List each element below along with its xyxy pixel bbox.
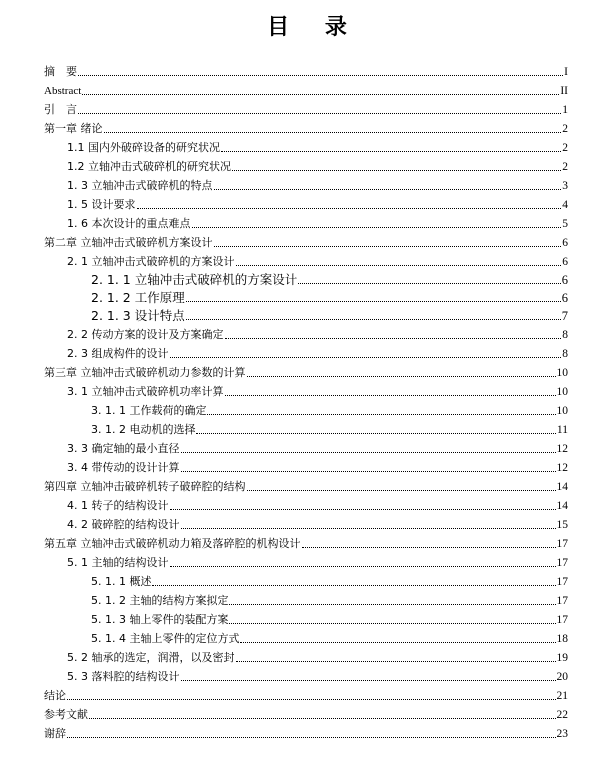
toc-entry-page: 23 [556, 728, 568, 740]
leader-dots [186, 319, 561, 320]
toc-entry-label: 2. 1 立轴冲击式破碎机的方案设计 [67, 255, 235, 268]
toc-entry-label: 谢辞 [44, 727, 66, 740]
toc-entry-2-2[interactable] [44, 328, 568, 342]
toc-entry-chapter-4[interactable] [44, 480, 568, 494]
toc-entry-page: 17 [556, 538, 568, 550]
toc-entry-4-1[interactable] [44, 499, 568, 513]
leader-dots [67, 699, 556, 700]
toc-entry-page: 11 [556, 424, 568, 436]
toc-entry-page: 2 [562, 161, 568, 173]
leader-dots [232, 170, 561, 171]
toc-entry-page: 21 [556, 690, 568, 702]
toc-entry-label: 5. 1. 2 主轴的结构方案拟定 [91, 594, 229, 607]
toc-entry-label: 3. 1. 1 工作载荷的确定 [91, 404, 207, 417]
leader-dots [225, 338, 562, 339]
toc-entry-label: 1.1 国内外破碎设备的研究状况 [67, 141, 220, 154]
toc-entry-3-1[interactable] [44, 385, 568, 399]
leader-dots [78, 113, 561, 114]
toc-entry-label: 3. 1 立轴冲击式破碎机功率计算 [67, 385, 224, 398]
toc-entry-2-1[interactable] [44, 255, 568, 269]
leader-dots [207, 414, 555, 415]
table-of-contents [44, 65, 568, 741]
toc-entry-5-1[interactable] [44, 556, 568, 570]
toc-entry-label: 5. 1. 3 轴上零件的装配方案 [91, 613, 229, 626]
toc-entry-page: 6 [561, 273, 568, 287]
toc-entry-label: 2. 1. 3 设计特点 [91, 308, 185, 323]
toc-entry-label: 摘 要 [44, 65, 77, 78]
leader-dots [89, 718, 556, 719]
toc-entry-label: 参考文献 [44, 708, 88, 721]
toc-entry-label: 1.2 立轴冲击式破碎机的研究状况 [67, 160, 231, 173]
leader-dots [82, 94, 559, 95]
toc-entry-5-3[interactable] [44, 670, 568, 684]
toc-entry-label: 3. 1. 2 电动机的选择 [91, 423, 196, 436]
toc-entry-2-1-1[interactable] [44, 273, 568, 287]
leader-dots [137, 208, 562, 209]
toc-entry-introduction[interactable] [44, 103, 568, 117]
leader-dots [170, 357, 562, 358]
toc-entry-label: 2. 1. 2 工作原理 [91, 290, 185, 305]
toc-entry-1-5[interactable] [44, 198, 568, 212]
leader-dots [67, 737, 556, 738]
toc-entry-5-2[interactable] [44, 651, 568, 665]
toc-entry-1-3[interactable] [44, 179, 568, 193]
leader-dots [181, 471, 556, 472]
toc-entry-3-1-1[interactable] [44, 404, 568, 418]
toc-entry-label: 1. 3 立轴冲击式破碎机的特点 [67, 179, 213, 192]
toc-entry-page: 12 [556, 443, 568, 455]
toc-entry-page: 6 [561, 291, 568, 305]
toc-entry-page: 2 [562, 123, 568, 135]
leader-dots [229, 623, 555, 624]
leader-dots [181, 680, 556, 681]
toc-entry-page: 12 [556, 462, 568, 474]
toc-entry-1-1[interactable] [44, 141, 568, 155]
toc-entry-page: 1 [562, 104, 568, 116]
leader-dots [214, 246, 562, 247]
toc-entry-page: 15 [556, 519, 568, 531]
toc-entry-label: 5. 3 落料腔的结构设计 [67, 670, 180, 683]
leader-dots [221, 151, 561, 152]
toc-entry-page: 8 [562, 348, 568, 360]
leader-dots [104, 132, 562, 133]
leader-dots [214, 189, 562, 190]
toc-entry-label: 4. 2 破碎腔的结构设计 [67, 518, 180, 531]
toc-entry-page: 10 [556, 405, 568, 417]
leader-dots [152, 585, 555, 586]
toc-entry-page: 14 [556, 500, 568, 512]
toc-entry-page: 3 [562, 180, 568, 192]
toc-entry-label: 第四章 立轴冲击破碎机转子破碎腔的结构 [44, 480, 246, 493]
toc-entry-label: 2. 2 传动方案的设计及方案确定 [67, 328, 224, 341]
toc-entry-references[interactable] [44, 708, 568, 722]
toc-entry-chapter-5[interactable] [44, 537, 568, 551]
toc-entry-page: 19 [556, 652, 568, 664]
toc-entry-page: 7 [561, 309, 568, 323]
leader-dots [186, 301, 561, 302]
toc-entry-2-1-2[interactable] [44, 291, 568, 305]
toc-entry-5-1-1[interactable] [44, 575, 568, 589]
leader-dots [236, 265, 562, 266]
toc-entry-conclusion[interactable] [44, 689, 568, 703]
toc-entry-page: 17 [556, 576, 568, 588]
toc-entry-label: 第五章 立轴冲击式破碎机动力箱及落碎腔的机构设计 [44, 537, 301, 550]
toc-entry-label: 2. 3 组成构件的设计 [67, 347, 169, 360]
leader-dots [236, 661, 556, 662]
toc-entry-page: 17 [556, 595, 568, 607]
toc-entry-page: 22 [556, 709, 568, 721]
leader-dots [247, 376, 556, 377]
toc-entry-page: 8 [562, 329, 568, 341]
toc-entry-2-1-3[interactable] [44, 309, 568, 323]
toc-entry-page: 14 [556, 481, 568, 493]
toc-entry-page: 6 [562, 256, 568, 268]
leader-dots [196, 433, 555, 434]
toc-entry-label: 结论 [44, 689, 66, 702]
leader-dots [192, 227, 562, 228]
toc-entry-page: 10 [556, 367, 568, 379]
toc-entry-acknowledgements[interactable] [44, 727, 568, 741]
toc-entry-label: 1. 5 设计要求 [67, 198, 136, 211]
toc-entry-label: 5. 1. 1 概述 [91, 575, 152, 588]
toc-entry-chapter-1[interactable] [44, 122, 568, 136]
toc-entry-label: 3. 3 确定轴的最小直径 [67, 442, 180, 455]
page-title: 目 录 [267, 15, 361, 40]
toc-entry-4-2[interactable] [44, 518, 568, 532]
toc-entry-page: II [560, 85, 568, 97]
toc-entry-label: 第一章 绪论 [44, 122, 103, 135]
toc-entry-3-3[interactable] [44, 442, 568, 456]
leader-dots [225, 395, 556, 396]
toc-entry-abstract-en[interactable] [44, 84, 568, 98]
toc-entry-page: 4 [562, 199, 568, 211]
toc-entry-label: 5. 1 主轴的结构设计 [67, 556, 169, 569]
toc-entry-3-4[interactable] [44, 461, 568, 475]
leader-dots [170, 509, 556, 510]
leader-dots [229, 604, 555, 605]
toc-entry-label: 引 言 [44, 103, 77, 116]
toc-entry-page: 6 [562, 237, 568, 249]
toc-entry-1-6[interactable] [44, 217, 568, 231]
toc-entry-label: 3. 4 带传动的设计计算 [67, 461, 180, 474]
toc-entry-label: 第三章 立轴冲击式破碎机动力参数的计算 [44, 366, 246, 379]
leader-dots [78, 75, 563, 76]
toc-entry-label: Abstract [44, 85, 82, 97]
toc-entry-3-1-2[interactable] [44, 423, 568, 437]
toc-entry-page: 18 [556, 633, 568, 645]
toc-entry-label: 1. 6 本次设计的重点难点 [67, 217, 191, 230]
toc-entry-chapter-3[interactable] [44, 366, 568, 380]
leader-dots [181, 452, 556, 453]
toc-entry-page: 5 [562, 218, 568, 230]
toc-entry-page: 2 [562, 142, 568, 154]
toc-entry-label: 5. 1. 4 主轴上零件的定位方式 [91, 632, 240, 645]
toc-entry-5-1-4[interactable] [44, 632, 568, 646]
leader-dots [298, 283, 561, 284]
leader-dots [240, 642, 555, 643]
toc-entry-page: 17 [556, 614, 568, 626]
toc-entry-label: 2. 1. 1 立轴冲击式破碎机的方案设计 [91, 272, 298, 287]
toc-entry-5-1-3[interactable] [44, 613, 568, 627]
toc-entry-page: I [564, 66, 568, 78]
toc-entry-page: 17 [556, 557, 568, 569]
toc-entry-chapter-2[interactable] [44, 236, 568, 250]
leader-dots [247, 490, 556, 491]
toc-entry-page: 10 [556, 386, 568, 398]
toc-entry-label: 第二章 立轴冲击式破碎机方案设计 [44, 236, 213, 249]
toc-entry-1-2[interactable] [44, 160, 568, 174]
leader-dots [170, 566, 556, 567]
toc-entry-5-1-2[interactable] [44, 594, 568, 608]
toc-entry-2-3[interactable] [44, 347, 568, 361]
toc-entry-label: 4. 1 转子的结构设计 [67, 499, 169, 512]
toc-entry-abstract-cn[interactable] [44, 65, 568, 79]
leader-dots [302, 547, 556, 548]
toc-entry-label: 5. 2 轴承的选定，润滑，以及密封 [67, 651, 235, 664]
leader-dots [181, 528, 556, 529]
toc-entry-page: 20 [556, 671, 568, 683]
